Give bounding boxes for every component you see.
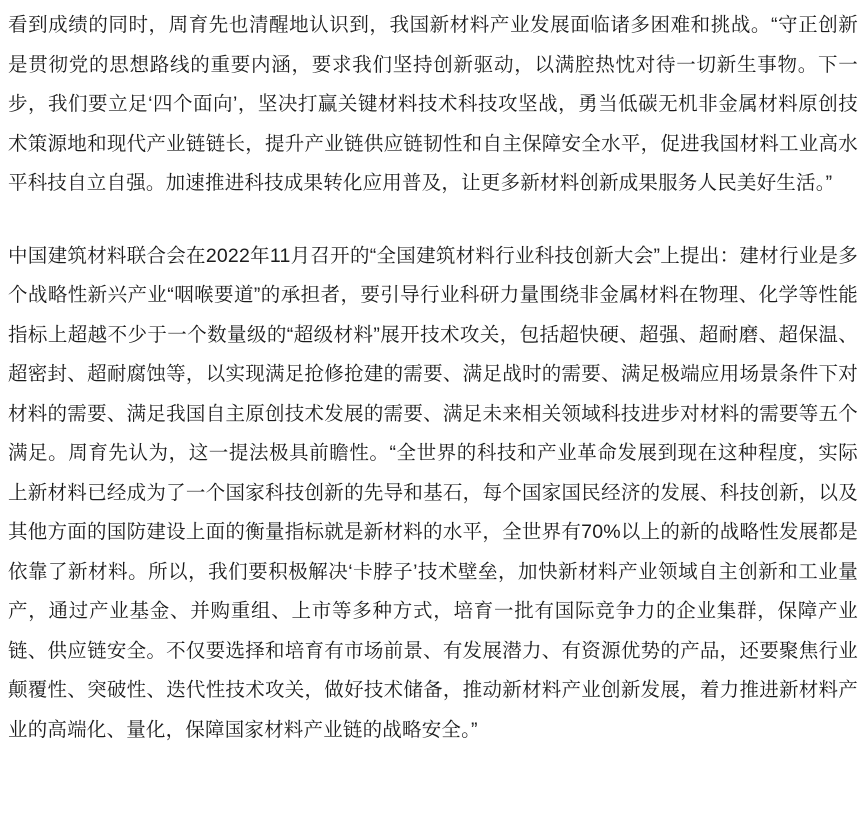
paragraph-2: 中国建筑材料联合会在2022年11月召开的“全国建筑材料行业科技创新大会”上提出：建材行业是多个战略性新兴产业“咽喉要道”的承担者，要引导行业科研力量围绕非金属材料在物理、化学等性能指标上超越不少于一个数量级的“超级材料”展开技术攻关，包括超快硬、超强、超耐磨、超保温、超密封、超耐腐蚀等，以实现满足抢修抢建的需要、满足战时的需要、满足极端应用场景条件下对材料的需要、满足我国自主原创技术发展的需要、满足未来相关领域科技进步对材料的需要等五个满足。周育先认为，这一提法极具前瞻性。“全世界的科技和产业革命发展到现在这种程度，实际上新材料已经成为了一个国家科技创新的先导和基石，每个国家国民经济的发展、科技创新，以及其他方面的国防建设上面的衡量指标就是新材料的水平，全世界有70%以上的新的战略性发展都是依靠了新材料。所以，我们要积极解决‘卡脖子’技术壁垒，加快新材料产业领域自主创新和工业量产，通过产业基金、并购重组、上市等多种方式，培育一批有国际竞争力的企业集群，保障产业链、供应链安全。不仅要选择和培育有市场前景、有发展潜力、有资源优势的产品，还要聚焦行业颠覆性、突破性、迭代性技术攻关，做好技术储备，推动新材料产业创新发展，着力推进新材料产业的高端化、量化，保障国家材料产业链的战略安全。” (8, 244, 858, 741)
paragraph-1: 看到成绩的同时，周育先也清醒地认识到，我国新材料产业发展面临诸多困难和挑战。“守正创新是贯彻党的思想路线的重要内涵，要求我们坚持创新驱动，以满腔热忱对待一切新生事物。下一步，我们要立足‘四个面向’，坚决打赢关键材料技术科技攻坚战，勇当低碳无机非金属材料原创技术策源地和现代产业链链长，提升产业链供应链韧性和自主保障安全水平，促进我国材料工业高水平科技自立自强。加速推进科技成果转化应用普及，让更多新材料创新成果服务人民美好生活。” (8, 14, 858, 194)
